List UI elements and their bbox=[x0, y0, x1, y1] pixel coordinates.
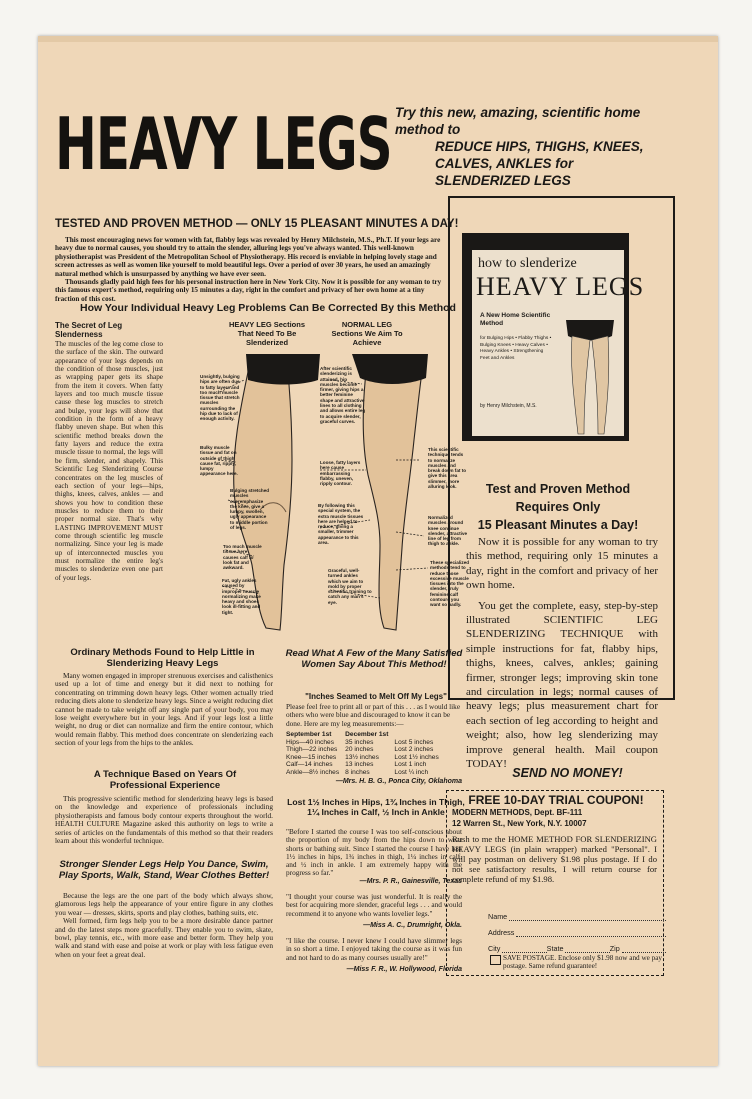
coupon-address-field[interactable] bbox=[488, 928, 666, 937]
coupon-city-field[interactable] bbox=[488, 944, 666, 953]
tagline-line1: Try this new, amazing, scientific home method to bbox=[395, 105, 641, 137]
note-system: By following this special system, the extra muscle tissues here are helped to reduce, giving a smaller, trimmer appearance to this area. bbox=[318, 503, 364, 546]
heavy-leg-label: HEAVY LEG Sections That Need To Be Slenderized bbox=[229, 320, 305, 347]
state-label: State bbox=[546, 944, 564, 953]
note-technique: This scientific technique tends to normalize muscles and break down fat to give this area slimmer, more alluring look. bbox=[428, 447, 467, 490]
t4-body: "I like the course. I never knew I could have slimmer legs in so short a time. I enjoyed taking the course as it was fun and not hard to do as many courses usually are!" bbox=[286, 936, 462, 962]
measurement-row: Ankle—8½ inches 8 inches Lost ¼ inch bbox=[286, 768, 429, 776]
measurement-table bbox=[286, 731, 445, 777]
secret-body: The muscles of the leg come close to the surface of the skin. The outward appearance of your legs depends on the condition of those muscles, just as wrapping paper gets its shape from the item it covers. When fatty layers and too much muscle tissue cause these leg muscles to stretch and bulge, your legs will show that condition in the form of a heavy flabby uneven shape. But when this scientific method breaks down the fatty layers and reduce the extra muscle tissue to normal, the legs will be firm, slender, and shapely. This Scientific Leg Slenderizing Course concentrates on the leg muscles of each section of your legs—hips, thighs, knees, calves, ankles — and shows you how to condition these muscles to reduce them to their proper normal size. That's why LASTING IMPROVEMENT MUST come through scientific leg muscle normalizing. Since your leg is made up of interconnected muscles you must normalize the entire leg's muscles to slenderize even one part of your legs. bbox=[55, 340, 163, 582]
book-legs-figure bbox=[560, 318, 620, 438]
address-line[interactable] bbox=[516, 928, 666, 937]
note-calf-normal: These specialized methods tend to reduce those excessive muscle tissues into the slender, truly feminine calf contours you want so badly. bbox=[430, 560, 470, 608]
zip-line[interactable] bbox=[622, 944, 666, 953]
state-line[interactable] bbox=[565, 944, 609, 953]
right-head2: Requires Only bbox=[515, 500, 601, 514]
book-subtitle: A New Home Scientific Method bbox=[480, 312, 551, 327]
t3-body: "I thought your course was just wonderful. It is really the best for acquiring more slender, graceful legs . . . and would recommend it to anyone who wants lovelier legs." bbox=[286, 892, 462, 918]
technique-body: This progressive scientific method for slenderizing heavy legs is based on the knowledge and experience of professionals including physiotherapists and famous body contour experts throughout the world. HEALTH CULTURE Magazine asked this authority on legs to write a series of articles on the fundamentals of this method so that their readers learn about this wonderful technique. bbox=[55, 794, 273, 846]
col-after: December 1st bbox=[345, 731, 389, 738]
name-line[interactable] bbox=[509, 912, 666, 921]
stronger-title: Stronger Slender Legs Help You Dance, Swim, Play Sports, Walk, Stand, Wear Clothes Better! bbox=[58, 859, 270, 881]
normal-leg bbox=[363, 372, 422, 630]
heavy-panties bbox=[246, 354, 320, 385]
measurement-row: Calf—14 inches 13 inches Lost 1 inch bbox=[286, 761, 427, 769]
book-title-line1: how to slenderize bbox=[478, 256, 577, 271]
note-ankle-heavy: Fat, ugly ankles caused by improper muscle normalizing make heavy and shoes look ill-fitting and tight. bbox=[222, 578, 261, 615]
tagline bbox=[395, 104, 665, 189]
note-knee-heavy: Bulging stretched muscles overemphasize the knee, give a lumpy, swollen, ugly appearance to middle portion of legs. bbox=[230, 488, 270, 531]
right-body bbox=[466, 535, 658, 778]
intro-p2: Thousands gladly paid high fees for his personal instruction here in New York City. Now it is possible for any woman to try this famous expert's method, requiring only 15 minutes a day, right in the comfort and privacy of her own home at a tiny fraction of this cost. bbox=[55, 278, 442, 303]
ordinary-body: Many women engaged in improper strenuous exercises and calisthenics used up a lot of time and energy but it did next to nothing for concentrating on trimming down heavy legs. Other women actually tried reducing diets alone to slenderize heavy legs. Since a weight reducing diet cannot be made to take weight off any single part of your body, you may lose weight everywhere but in your legs. And if your legs lost a little weight, no drug or diet can normalize and firm the entire contour, which would remain flabby. This method does concentrate on slenderizing each section of your legs from the hips to the ankles. bbox=[55, 671, 273, 748]
coupon-body bbox=[452, 808, 657, 884]
measurement-head bbox=[286, 731, 445, 739]
stronger-p1: Because the legs are the one part of the body which always show, glamorous legs help the appearance of your entire figure in any clothes you wear — dresses, skirts, sports and play clothes, bathing suits, etc. bbox=[55, 891, 273, 917]
note-knee-normal: Normalized muscles around knee continue slender, attractive line of leg from thigh to ankle. bbox=[428, 515, 468, 547]
save-postage-text: SAVE POSTAGE. Enclose only $1.98 now and we pay postage. Same refund guarantee! bbox=[503, 954, 662, 971]
measurement-row: Thigh—22 inches 20 inches Lost 2 inches bbox=[286, 746, 434, 754]
zip-label: Zip bbox=[609, 944, 620, 953]
note-calf-heavy: Too much muscle tissue here causes calf to look fat and awkward. bbox=[223, 544, 262, 571]
coupon-title: FREE 10-DAY TRIAL COUPON! bbox=[468, 793, 644, 807]
secret-title: The Secret of Leg Slenderness bbox=[55, 321, 123, 339]
note-hips-normal: After scientific slenderizing is attained, hip muscles become firmer, giving hips a better feminine shape and attractive lines to all clothing and allows entire leg to acquire slender, graceful curves. bbox=[320, 366, 366, 424]
tagline-line2: REDUCE HIPS, THIGHS, KNEES, CALVES, ANKLES for SLENDERIZED LEGS bbox=[435, 139, 644, 188]
col-lost bbox=[394, 731, 444, 739]
coupon-text: Rush to me the HOME METHOD FOR SLENDERIZING HEAVY LEGS (in plain wrapper) marked "Personal". I will pay postman on delivery $1.98 plus postage. If I do not see satisfactory results, I will return course for complete refund of my $1.98. bbox=[452, 834, 657, 884]
t1-title: "Inches Seamed to Melt Off My Legs" bbox=[305, 692, 447, 701]
t4-signature: —Miss F. R., W. Hollywood, Florida bbox=[346, 966, 462, 973]
note-thigh-heavy: Bulky muscle tissue and fat on outside of thigh cause fat, ripply, lumpy appearance here. bbox=[200, 445, 238, 477]
send-no-money: SEND NO MONEY! bbox=[512, 766, 623, 780]
right-head3: 15 Pleasant Minutes a Day! bbox=[477, 518, 639, 532]
t2-signature: —Mrs. P. R., Gainesville, Texas bbox=[359, 878, 462, 885]
name-label: Name bbox=[488, 912, 508, 921]
stronger-body bbox=[55, 892, 273, 959]
city-label: City bbox=[488, 944, 501, 953]
coupon-name-field[interactable] bbox=[488, 912, 666, 921]
t1-body: Please feel free to print all or part of this . . . as I would like others who were blue and discouraged to know it can be done. Here are my leg measurements:— bbox=[286, 702, 461, 728]
coupon-address: 12 Warren St., New York, N.Y. 10007 bbox=[452, 818, 587, 828]
right-p2: You get the complete, easy, step-by-step illustrated SCIENTIFIC LEG SLENDERIZING TECHNIQUE with simple instructions for fat, flabby hips, thighs, knees, calves, ankles; gaining firmer, stronger legs; improving skin tone and circulation in legs; normal causes of heavy legs; plus measurement chart for each section of leg according to height and weight; also, how leg slenderizing may improve general health. Mail coupon TODAY! bbox=[466, 599, 658, 771]
intro-p1: This most encouraging news for women with fat, flabby legs was revealed by Henry Milchstein, M.S., Ph.T. If your legs are heavy due to normal causes, you should try to attain the slender, alluring legs you've always wanted. This well-known physiotherapist was President of the Metropolitan School of Physiotherapy. His record is enviable in helping lovely stage and screen actresses as well as women like yourself to mold beautiful legs. Over a period of over 30 years, he used an amazingly natural method which is unsurpassed by anything we have ever seen. bbox=[55, 236, 441, 278]
measurement-row: Knee—15 inches 13½ inches Lost 1½ inches bbox=[286, 753, 439, 761]
stronger-p2: Well formed, firm legs help you to be a more desirable dance partner and do the latest steps more gracefully. They enable you to swim, skate, bowl, play tennis, etc., with more ease and better form. They help you walk and stand with ease and poise at work or play with less fatigue even when on your feet a great deal. bbox=[55, 916, 273, 959]
technique-title: A Technique Based on Years Of Professional Experience bbox=[93, 769, 237, 791]
book-title-line2: HEAVY LEGS bbox=[476, 272, 645, 301]
right-headline bbox=[450, 480, 666, 534]
address-label: Address bbox=[488, 928, 515, 937]
t1-signature: —Mrs. H. B. G., Ponca City, Oklahoma bbox=[335, 778, 462, 785]
right-head1: Test and Proven Method bbox=[485, 482, 631, 496]
subhead: TESTED AND PROVEN METHOD — ONLY 15 PLEASANT MINUTES A DAY! bbox=[55, 218, 459, 230]
section-head: How Your Individual Heavy Leg Problems Can Be Corrected By this Method bbox=[80, 302, 456, 314]
book-author: by Henry Milchstein, M.S. bbox=[480, 403, 537, 409]
city-line[interactable] bbox=[502, 944, 546, 953]
intro-text bbox=[55, 236, 448, 303]
note-ankle-normal: Graceful, well-turned ankles which we aim to mold by proper scientific training to catch any man's eye. bbox=[328, 568, 372, 605]
ordinary-title: Ordinary Methods Found to Help Little in Slenderizing Heavy Legs bbox=[70, 647, 255, 669]
testimonials-title: Read What A Few of the Many Satisfied Women Say About This Method! bbox=[285, 648, 463, 670]
book-topics: for Bulging Hips • Flabby Thighs • Bulging Knees • Heavy Calves • Heavy Ankles • Strengthening Feet and Ankles bbox=[480, 336, 552, 361]
save-postage-checkbox[interactable] bbox=[490, 955, 501, 965]
note-thigh-normal: Loose, fatty layers here cause embarrassing flabby, uneven, ripply contour. bbox=[320, 460, 361, 487]
note-hips-heavy: Unsightly, bulging hips are often due to fatty layers and too much muscle tissue that stretch muscles surrounding the hip due to lack of enough activity. bbox=[200, 374, 240, 422]
t2-title: Lost 1½ Inches in Hips, 1¾ Inches in Thigh, 1¼ Inches in Calf, ½ Inch in Ankle bbox=[287, 797, 465, 817]
headline: HEAVY LEGS bbox=[55, 102, 392, 187]
t3-signature: —Miss A. C., Drumright, Okla. bbox=[363, 922, 462, 929]
t2-body: "Before I started the course I was too self-conscious about the proportion of my body from the hips down to wear shorts or bathing suit. Since I started the course I have lost 1½ inches in hips, 1¾ inches in thigh, 1¼ inches in calf, and ½ inch in ankle. I am extremely happy with the progress so far." bbox=[286, 827, 462, 878]
col-before: September 1st bbox=[286, 731, 332, 738]
right-p1: Now it is possible for any woman to try this method, requiring only 15 minutes a day, right in the comfort and privacy of her own home. bbox=[466, 536, 658, 592]
page-edge bbox=[38, 36, 718, 42]
normal-leg-label: NORMAL LEG Sections We Aim To Achieve bbox=[331, 320, 403, 347]
measurement-row: Hips—40 inches 35 inches Lost 5 inches bbox=[286, 738, 434, 746]
coupon-company: MODERN METHODS, Dept. BF-111 bbox=[452, 808, 583, 817]
